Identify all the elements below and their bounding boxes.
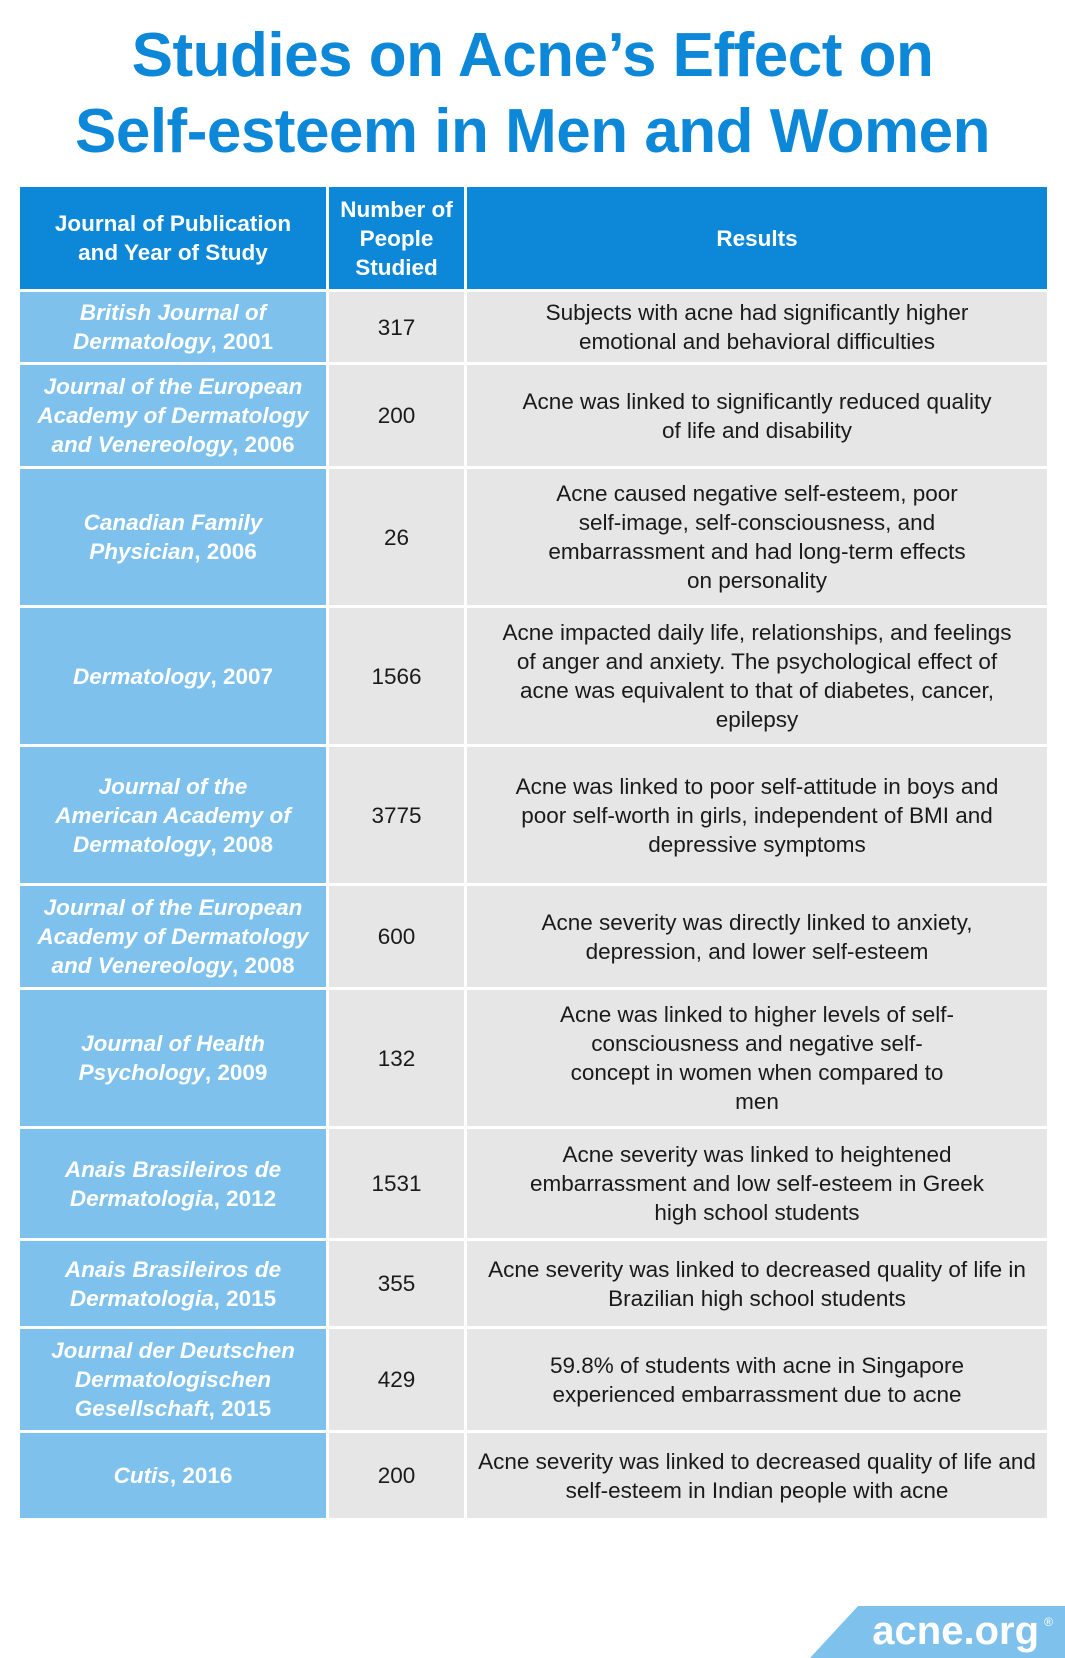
result-cell: Subjects with acne had significantly higher emotional and behavioral difficulties <box>466 291 1049 364</box>
number-cell: 317 <box>328 291 466 364</box>
number-cell: 132 <box>328 989 466 1128</box>
journal-cell: Journal of the American Academy of Dermatology, 2008 <box>19 746 328 885</box>
table-row <box>19 1328 1049 1432</box>
table-header-row <box>19 186 1049 291</box>
number-cell: 200 <box>328 364 466 468</box>
journal-cell: Cutis, 2016 <box>19 1432 328 1520</box>
journal-cell: Journal of the European Academy of Dermatology and Venereology, 2006 <box>19 364 328 468</box>
journal-cell: Anais Brasileiros de Dermatologia, 2012 <box>19 1128 328 1240</box>
table-row <box>19 746 1049 885</box>
journal-cell: Dermatology, 2007 <box>19 607 328 746</box>
studies-table-container <box>17 184 1047 1521</box>
table-row <box>19 468 1049 607</box>
result-cell: Acne severity was linked to decreased quality of life and self-esteem in Indian people with acne <box>466 1432 1049 1520</box>
number-cell: 1531 <box>328 1128 466 1240</box>
studies-table <box>17 184 1050 1521</box>
page-title <box>0 18 1065 170</box>
journal-cell: Anais Brasileiros de Dermatologia, 2015 <box>19 1240 328 1328</box>
result-cell: Acne caused negative self-esteem, poor self-image, self-consciousness, and embarrassment and had long-term effects on personality <box>466 468 1049 607</box>
result-cell: Acne was linked to higher levels of self-consciousness and negative self-concept in women when compared to men <box>466 989 1049 1128</box>
journal-cell: Journal der Deutschen Dermatologischen Gesellschaft, 2015 <box>19 1328 328 1432</box>
result-cell: Acne impacted daily life, relationships, and feelings of anger and anxiety. The psychological effect of acne was equivalent to that of diabetes, cancer, epilepsy <box>466 607 1049 746</box>
journal-cell: British Journal of Dermatology, 2001 <box>19 291 328 364</box>
result-cell: 59.8% of students with acne in Singapore experienced embarrassment due to acne <box>466 1328 1049 1432</box>
table-row <box>19 291 1049 364</box>
header-number: Number of People Studied <box>328 186 466 291</box>
journal-cell: Journal of the European Academy of Dermatology and Venereology, 2008 <box>19 885 328 989</box>
page-title-line-2: Self-esteem in Men and Women <box>74 97 991 166</box>
table-row <box>19 607 1049 746</box>
header-journal: Journal of Publication and Year of Study <box>19 186 328 291</box>
registered-mark: ® <box>1044 1615 1053 1629</box>
result-cell: Acne severity was linked to heightened embarrassment and low self-esteem in Greek high school students <box>466 1128 1049 1240</box>
result-cell: Acne severity was directly linked to anxiety, depression, and lower self-esteem <box>466 885 1049 989</box>
number-cell: 3775 <box>328 746 466 885</box>
result-cell: Acne was linked to significantly reduced quality of life and disability <box>466 364 1049 468</box>
journal-cell: Journal of Health Psychology, 2009 <box>19 989 328 1128</box>
brand-logo: acne.org <box>872 1609 1039 1653</box>
header-results: Results <box>466 186 1049 291</box>
number-cell: 600 <box>328 885 466 989</box>
number-cell: 1566 <box>328 607 466 746</box>
table-row <box>19 364 1049 468</box>
page-title-line-1: Studies on Acne’s Effect on <box>131 21 934 90</box>
result-cell: Acne was linked to poor self-attitude in boys and poor self-worth in girls, independent of BMI and depressive symptoms <box>466 746 1049 885</box>
table-row <box>19 1432 1049 1520</box>
table-row <box>19 1240 1049 1328</box>
table-row <box>19 885 1049 989</box>
number-cell: 429 <box>328 1328 466 1432</box>
table-row <box>19 1128 1049 1240</box>
table-row <box>19 989 1049 1128</box>
result-cell: Acne severity was linked to decreased quality of life in Brazilian high school students <box>466 1240 1049 1328</box>
number-cell: 355 <box>328 1240 466 1328</box>
journal-cell: Canadian Family Physician, 2006 <box>19 468 328 607</box>
number-cell: 26 <box>328 468 466 607</box>
number-cell: 200 <box>328 1432 466 1520</box>
